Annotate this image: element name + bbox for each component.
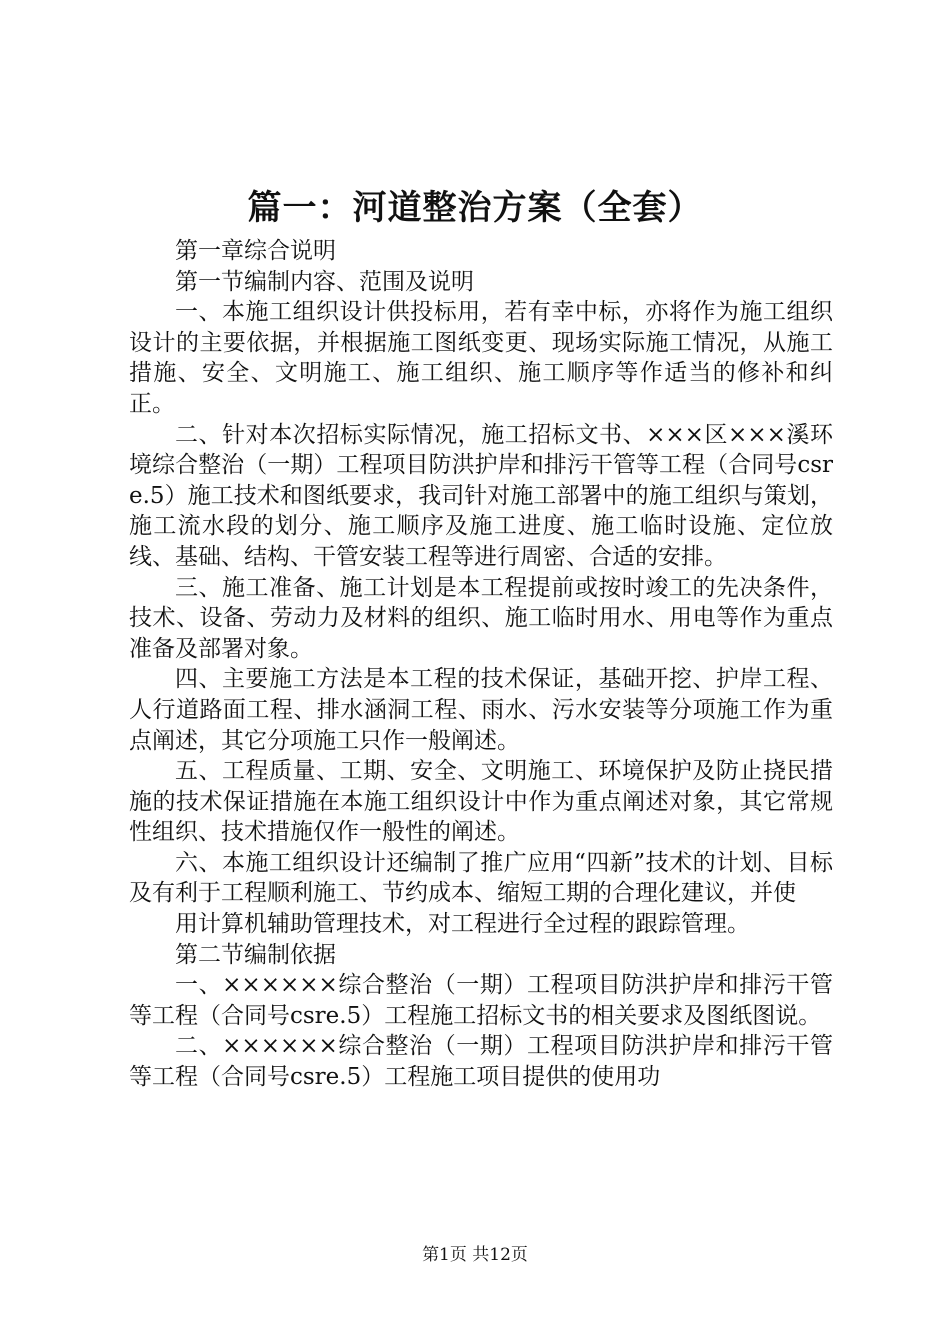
page-footer: 第1页 共12页 [422,1245,528,1265]
section-heading: 第二节编制依据 [175,941,336,968]
paragraph: 一、××××××综合整治（一期）工程项目防洪护岸和排污干管等工程（合同号csre.5）工程施工招标文书的相关要求及图纸图说。 [129,972,833,1029]
paragraph: 二、××××××综合整治（一期）工程项目防洪护岸和排污干管等工程（合同号csre.5）工程施工项目提供的使用功 [129,1033,833,1091]
paragraph: 四、主要施工方法是本工程的技术保证，基础开挖、护岸工程、人行道路面工程、排水涵洞工程、雨水、污水安装等分项施工作为重点阐述，其它分项施工只作一般阐述。 [129,666,833,754]
paragraph: 一、本施工组织设计供投标用，若有幸中标，亦将作为施工组织设计的主要依据，并根据施工图纸变更、现场实际施工情况，从施工措施、安全、文明施工、施工组织、施工顺序等作适当的修补和纠正。 [129,299,833,417]
section-heading: 第一节编制内容、范围及说明 [175,268,474,295]
paragraph: 二、针对本次招标实际情况，施工招标文书、×××区×××溪环境综合整治（一期）工程项目防洪护岸和排污干管等工程（合同号csre.5）施工技术和图纸要求，我司针对施工部署中的施工组织与策划，施工流水段的划分、施工顺序及施工进度、施工临时设施、定位放线、基础、结构、干管安装工程等进行周密、合适的安排。 [129,421,833,570]
document-body [129,236,833,1093]
paragraph: 三、施工准备、施工计划是本工程提前或按时竣工的先决条件，技术、设备、劳动力及材料的组织、施工临时用水、用电等作为重点准备及部署对象。 [129,574,833,662]
paragraph: 六、本施工组织设计还编制了推广应用“四新”技术的计划、目标及有利于工程顺利施工、节约成本、缩短工期的合理化建议，并使 [129,849,833,907]
document-title: 篇一：河道整治方案（全套） [247,188,703,228]
paragraph: 用计算机辅助管理技术，对工程进行全过程的跟踪管理。 [175,911,750,938]
paragraph: 五、工程质量、工期、安全、文明施工、环境保护及防止挠民措施的技术保证措施在本施工组织设计中作为重点阐述对象，其它常规性组织、技术措施仅作一般性的阐述。 [129,758,833,846]
chapter-heading: 第一章综合说明 [175,238,336,264]
